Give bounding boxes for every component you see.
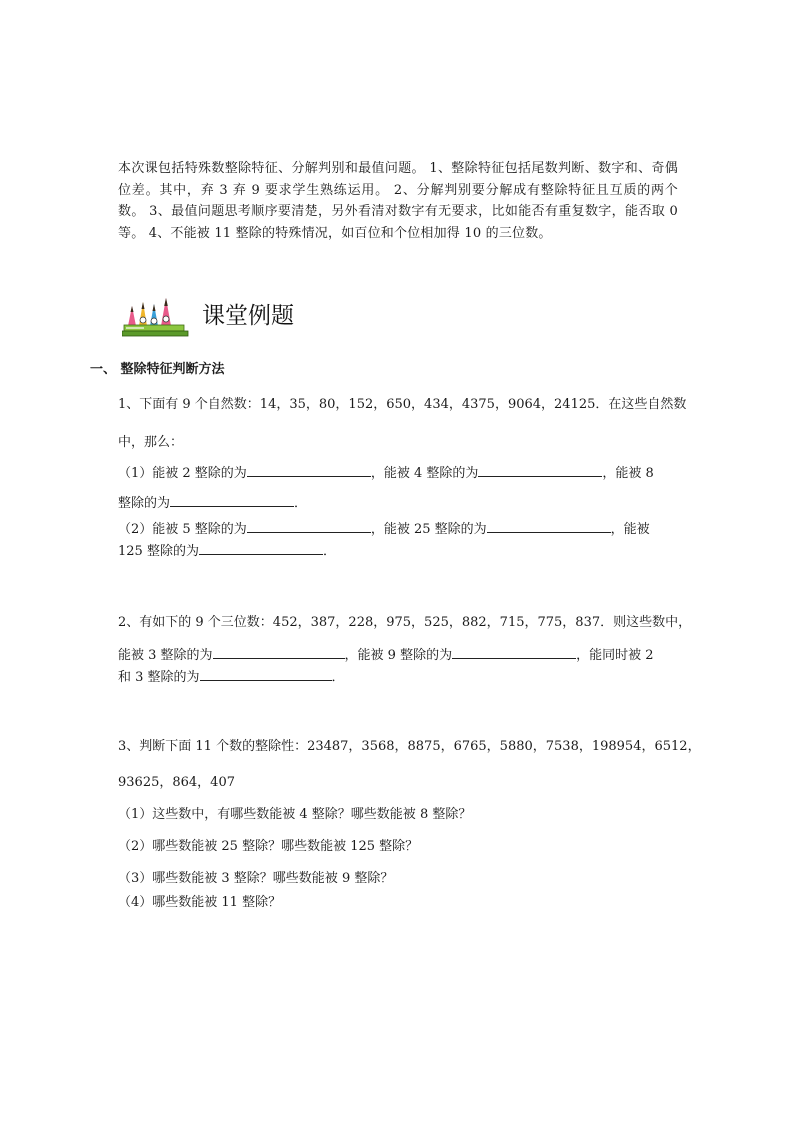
answer-blank[interactable]: [452, 644, 576, 659]
q1-part-2-text-c: ，能被: [610, 522, 650, 537]
q1-part-1-text-c: ，能被 8: [602, 466, 654, 481]
q1-part-2-end: ．: [322, 544, 336, 559]
q2-stem: 2、有如下的 9 个三位数：452，387，228，975，525，882，715，775，837．则这些数中，: [118, 615, 692, 630]
q1-part-2-text-a: （2）能被 5 整除的为: [118, 522, 247, 537]
q2-text-a: 能被 3 整除的为: [118, 648, 213, 663]
answer-blank[interactable]: [200, 666, 272, 681]
q1-part-2-line-1: [118, 518, 650, 541]
q1-part-1-text-d: 整除的为: [118, 496, 171, 511]
q1-part-1-end: ．: [294, 496, 308, 511]
section-title: 课堂例题: [202, 303, 294, 329]
q1-part-2-text-b: ，能被 25 整除的为: [370, 522, 487, 537]
answer-blank[interactable]: [170, 492, 294, 507]
q2-end: ．: [331, 670, 345, 685]
q1-part-2-line-2: [118, 540, 336, 563]
q1-part-1-text-a: （1）能被 2 整除的为: [118, 466, 247, 481]
q2-text-c: ，能同时被 2: [576, 648, 654, 663]
q1-part-2-text-d: 125 整除的为: [118, 544, 199, 559]
subheading-divisibility-methods: 一、 整除特征判断方法: [90, 362, 225, 377]
q1-part-1-line-2: [118, 492, 307, 515]
q2-line-1: [118, 644, 654, 667]
q3-part-4: （4）哪些数能被 11 整除？: [118, 895, 282, 910]
q1-stem-line-1: 1、下面有 9 个自然数：14，35，80，152，650，434，4375，9064，24125．在这些自然数: [118, 397, 687, 412]
section-header: [122, 292, 422, 342]
answer-blank[interactable]: [247, 518, 371, 533]
q3-part-3: （3）哪些数能被 3 整除？哪些数能被 9 整除？: [118, 871, 394, 886]
pencils-illustration-icon: [122, 292, 192, 338]
q2-text-d: 和 3 整除的为: [118, 670, 200, 685]
q3-stem-line-1: 3、判断下面 11 个数的整除性：23487，3568，8875，6765，5880，7538，198954，6512，: [118, 739, 701, 754]
intro-paragraph: 本次课包括特殊数整除特征、分解判别和最值问题。 1、整除特征包括尾数判断、数字和、奇偶位差。其中，弃 3 弃 9 要求学生熟练运用。 2、分解判别要分解成有整除特征且互质的两个数。 3、最值问题思考顺序要清楚，另外看清对数字有无要求，比如能否有重复数字，能否取 0 等。 4、不能被 11 整除的特殊情况，如百位和个位相加得 10 的三位数。: [118, 161, 678, 241]
answer-blank[interactable]: [247, 462, 371, 477]
answer-blank[interactable]: [199, 540, 323, 555]
answer-blank[interactable]: [213, 644, 250, 659]
q1-part-1-text-b: ，能被 4 整除的为: [370, 466, 479, 481]
q3-stem-line-2: 93625，864，407: [118, 775, 235, 790]
q2-line-2: [118, 666, 345, 689]
answer-blank[interactable]: [487, 518, 611, 533]
q3-part-1: （1）这些数中，有哪些数能被 4 整除？哪些数能被 8 整除？: [118, 807, 472, 822]
answer-blank[interactable]: [478, 462, 602, 477]
q3-part-2: （2）哪些数能被 25 整除？哪些数能被 125 整除？: [118, 839, 419, 854]
q1-stem-line-2: 中，那么：: [118, 435, 184, 450]
answer-blank[interactable]: [272, 666, 332, 681]
answer-blank[interactable]: [250, 644, 345, 659]
q1-part-1-line-1: [118, 462, 654, 485]
q2-text-b: ，能被 9 整除的为: [344, 648, 453, 663]
